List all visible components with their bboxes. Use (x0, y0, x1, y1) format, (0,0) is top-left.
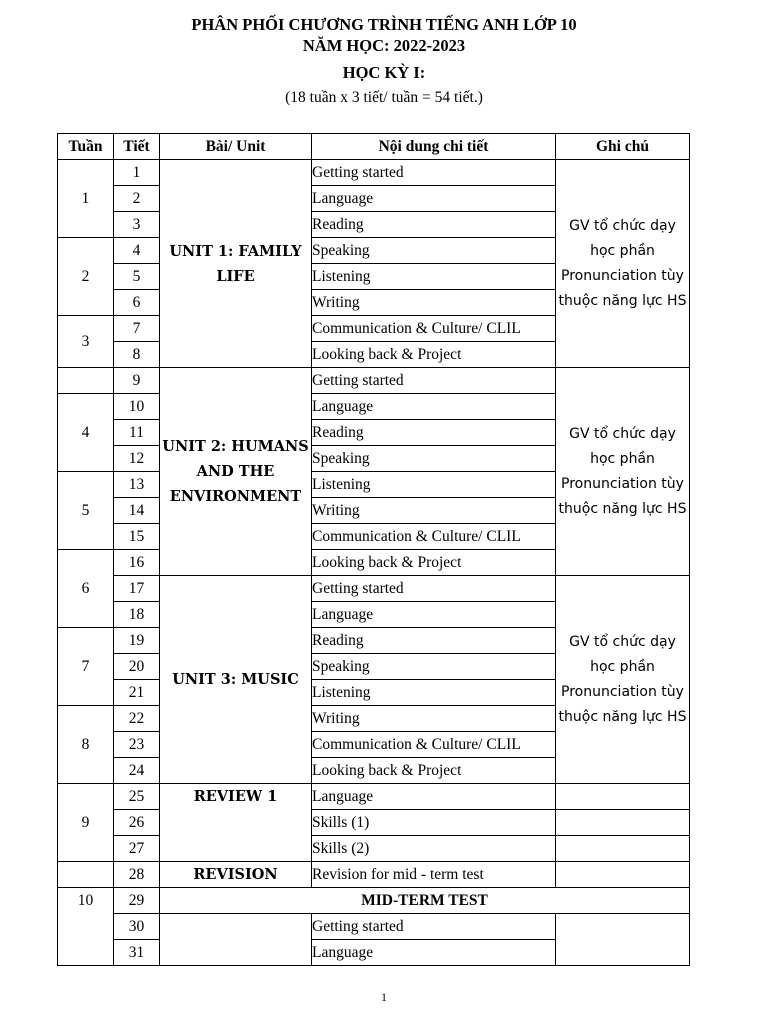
week-cell: 3 (58, 316, 114, 368)
header-unit: Bài/ Unit (160, 134, 312, 160)
period-cell: 15 (114, 524, 160, 550)
table-row (58, 914, 690, 940)
week-cell: 8 (58, 706, 114, 784)
content-cell: Language (312, 602, 556, 628)
period-cell: 9 (114, 368, 160, 394)
period-cell: 19 (114, 628, 160, 654)
week-cell: 4 (58, 394, 114, 472)
content-cell: Getting started (312, 576, 556, 602)
content-cell: Listening (312, 264, 556, 290)
content-cell: Writing (312, 290, 556, 316)
period-cell: 24 (114, 758, 160, 784)
week-cell: 10 (58, 888, 114, 966)
table-row (58, 784, 690, 810)
table-row (58, 888, 690, 914)
content-cell: Getting started (312, 368, 556, 394)
period-cell: 3 (114, 212, 160, 238)
unit-cell-revision: REVISION (160, 862, 312, 888)
period-cell: 2 (114, 186, 160, 212)
semester-title: HỌC KỲ I: (342, 63, 426, 82)
note-cell-empty (556, 810, 690, 836)
content-cell: Revision for mid - term test (312, 862, 556, 888)
unit-cell: UNIT 2: HUMANS AND THE ENVIRONMENT (160, 368, 312, 576)
content-cell: Language (312, 784, 556, 810)
period-cell: 17 (114, 576, 160, 602)
content-cell: Speaking (312, 654, 556, 680)
content-cell: Writing (312, 706, 556, 732)
content-cell: Communication & Culture/ CLIL (312, 524, 556, 550)
header-period: Tiết (114, 134, 160, 160)
unit-cell-review: REVIEW 1 (160, 784, 312, 862)
content-cell: Communication & Culture/ CLIL (312, 316, 556, 342)
period-cell: 30 (114, 914, 160, 940)
period-cell: 20 (114, 654, 160, 680)
school-year: NĂM HỌC: 2022-2023 (302, 36, 466, 55)
table-row (58, 368, 690, 394)
table-header-row (58, 134, 690, 160)
content-cell: Looking back & Project (312, 758, 556, 784)
unit-cell-empty (160, 914, 312, 966)
period-cell: 12 (114, 446, 160, 472)
table-row (58, 862, 690, 888)
week-cell: 1 (58, 160, 114, 238)
note-cell-empty (556, 862, 690, 888)
header-week: Tuần (58, 134, 114, 160)
unit-cell: UNIT 1: FAMILY LIFE (160, 160, 312, 368)
period-cell: 27 (114, 836, 160, 862)
week-cell: 9 (58, 784, 114, 862)
content-cell: Language (312, 186, 556, 212)
note-cell: GV tổ chức dạy học phần Pronunciation tùy thuộc năng lực HS (556, 160, 690, 368)
content-cell: Language (312, 394, 556, 420)
table-row (58, 836, 690, 862)
week-cell (58, 368, 114, 394)
period-cell: 16 (114, 550, 160, 576)
period-cell: 31 (114, 940, 160, 966)
period-cell: 23 (114, 732, 160, 758)
period-cell: 7 (114, 316, 160, 342)
week-cell-empty (58, 862, 114, 888)
content-cell: Writing (312, 498, 556, 524)
week-cell: 5 (58, 472, 114, 550)
period-cell: 5 (114, 264, 160, 290)
document-title: PHÂN PHỐI CHƯƠNG TRÌNH TIẾNG ANH LỚP 10 (191, 15, 577, 34)
header-note: Ghi chú (556, 134, 690, 160)
header-content: Nội dung chi tiết (312, 134, 556, 160)
content-cell: Looking back & Project (312, 342, 556, 368)
table-row (58, 810, 690, 836)
content-cell: Getting started (312, 160, 556, 186)
period-cell: 8 (114, 342, 160, 368)
content-cell: Language (312, 940, 556, 966)
period-cell: 1 (114, 160, 160, 186)
period-cell: 11 (114, 420, 160, 446)
period-cell: 13 (114, 472, 160, 498)
content-cell: Skills (1) (312, 810, 556, 836)
period-cell: 28 (114, 862, 160, 888)
period-cell: 29 (114, 888, 160, 914)
note-cell-empty (556, 784, 690, 810)
content-cell: Listening (312, 680, 556, 706)
content-cell: Getting started (312, 914, 556, 940)
note-cell-empty (556, 914, 690, 966)
week-cell: 7 (58, 628, 114, 706)
curriculum-table (57, 133, 690, 966)
period-cell: 26 (114, 810, 160, 836)
content-cell: Reading (312, 212, 556, 238)
content-cell: Speaking (312, 238, 556, 264)
content-cell: Reading (312, 420, 556, 446)
period-cell: 4 (114, 238, 160, 264)
note-cell: GV tổ chức dạy học phần Pronunciation tùy thuộc năng lực HS (556, 576, 690, 784)
period-cell: 18 (114, 602, 160, 628)
week-cell: 2 (58, 238, 114, 316)
page-number: 1 (381, 990, 387, 1004)
content-cell: Looking back & Project (312, 550, 556, 576)
content-cell: Speaking (312, 446, 556, 472)
period-summary: (18 tuần x 3 tiết/ tuần = 54 tiết.) (285, 89, 483, 106)
period-cell: 25 (114, 784, 160, 810)
period-cell: 22 (114, 706, 160, 732)
period-cell: 14 (114, 498, 160, 524)
content-cell: Reading (312, 628, 556, 654)
period-cell: 6 (114, 290, 160, 316)
note-cell: GV tổ chức dạy học phần Pronunciation tùy thuộc năng lực HS (556, 368, 690, 576)
table-row (58, 576, 690, 602)
midterm-test-cell: MID-TERM TEST (160, 888, 690, 914)
note-cell-empty (556, 836, 690, 862)
unit-cell: UNIT 3: MUSIC (160, 576, 312, 784)
period-cell: 21 (114, 680, 160, 706)
week-cell: 6 (58, 550, 114, 628)
period-cell: 10 (114, 394, 160, 420)
table-row (58, 160, 690, 186)
content-cell: Skills (2) (312, 836, 556, 862)
content-cell: Listening (312, 472, 556, 498)
content-cell: Communication & Culture/ CLIL (312, 732, 556, 758)
